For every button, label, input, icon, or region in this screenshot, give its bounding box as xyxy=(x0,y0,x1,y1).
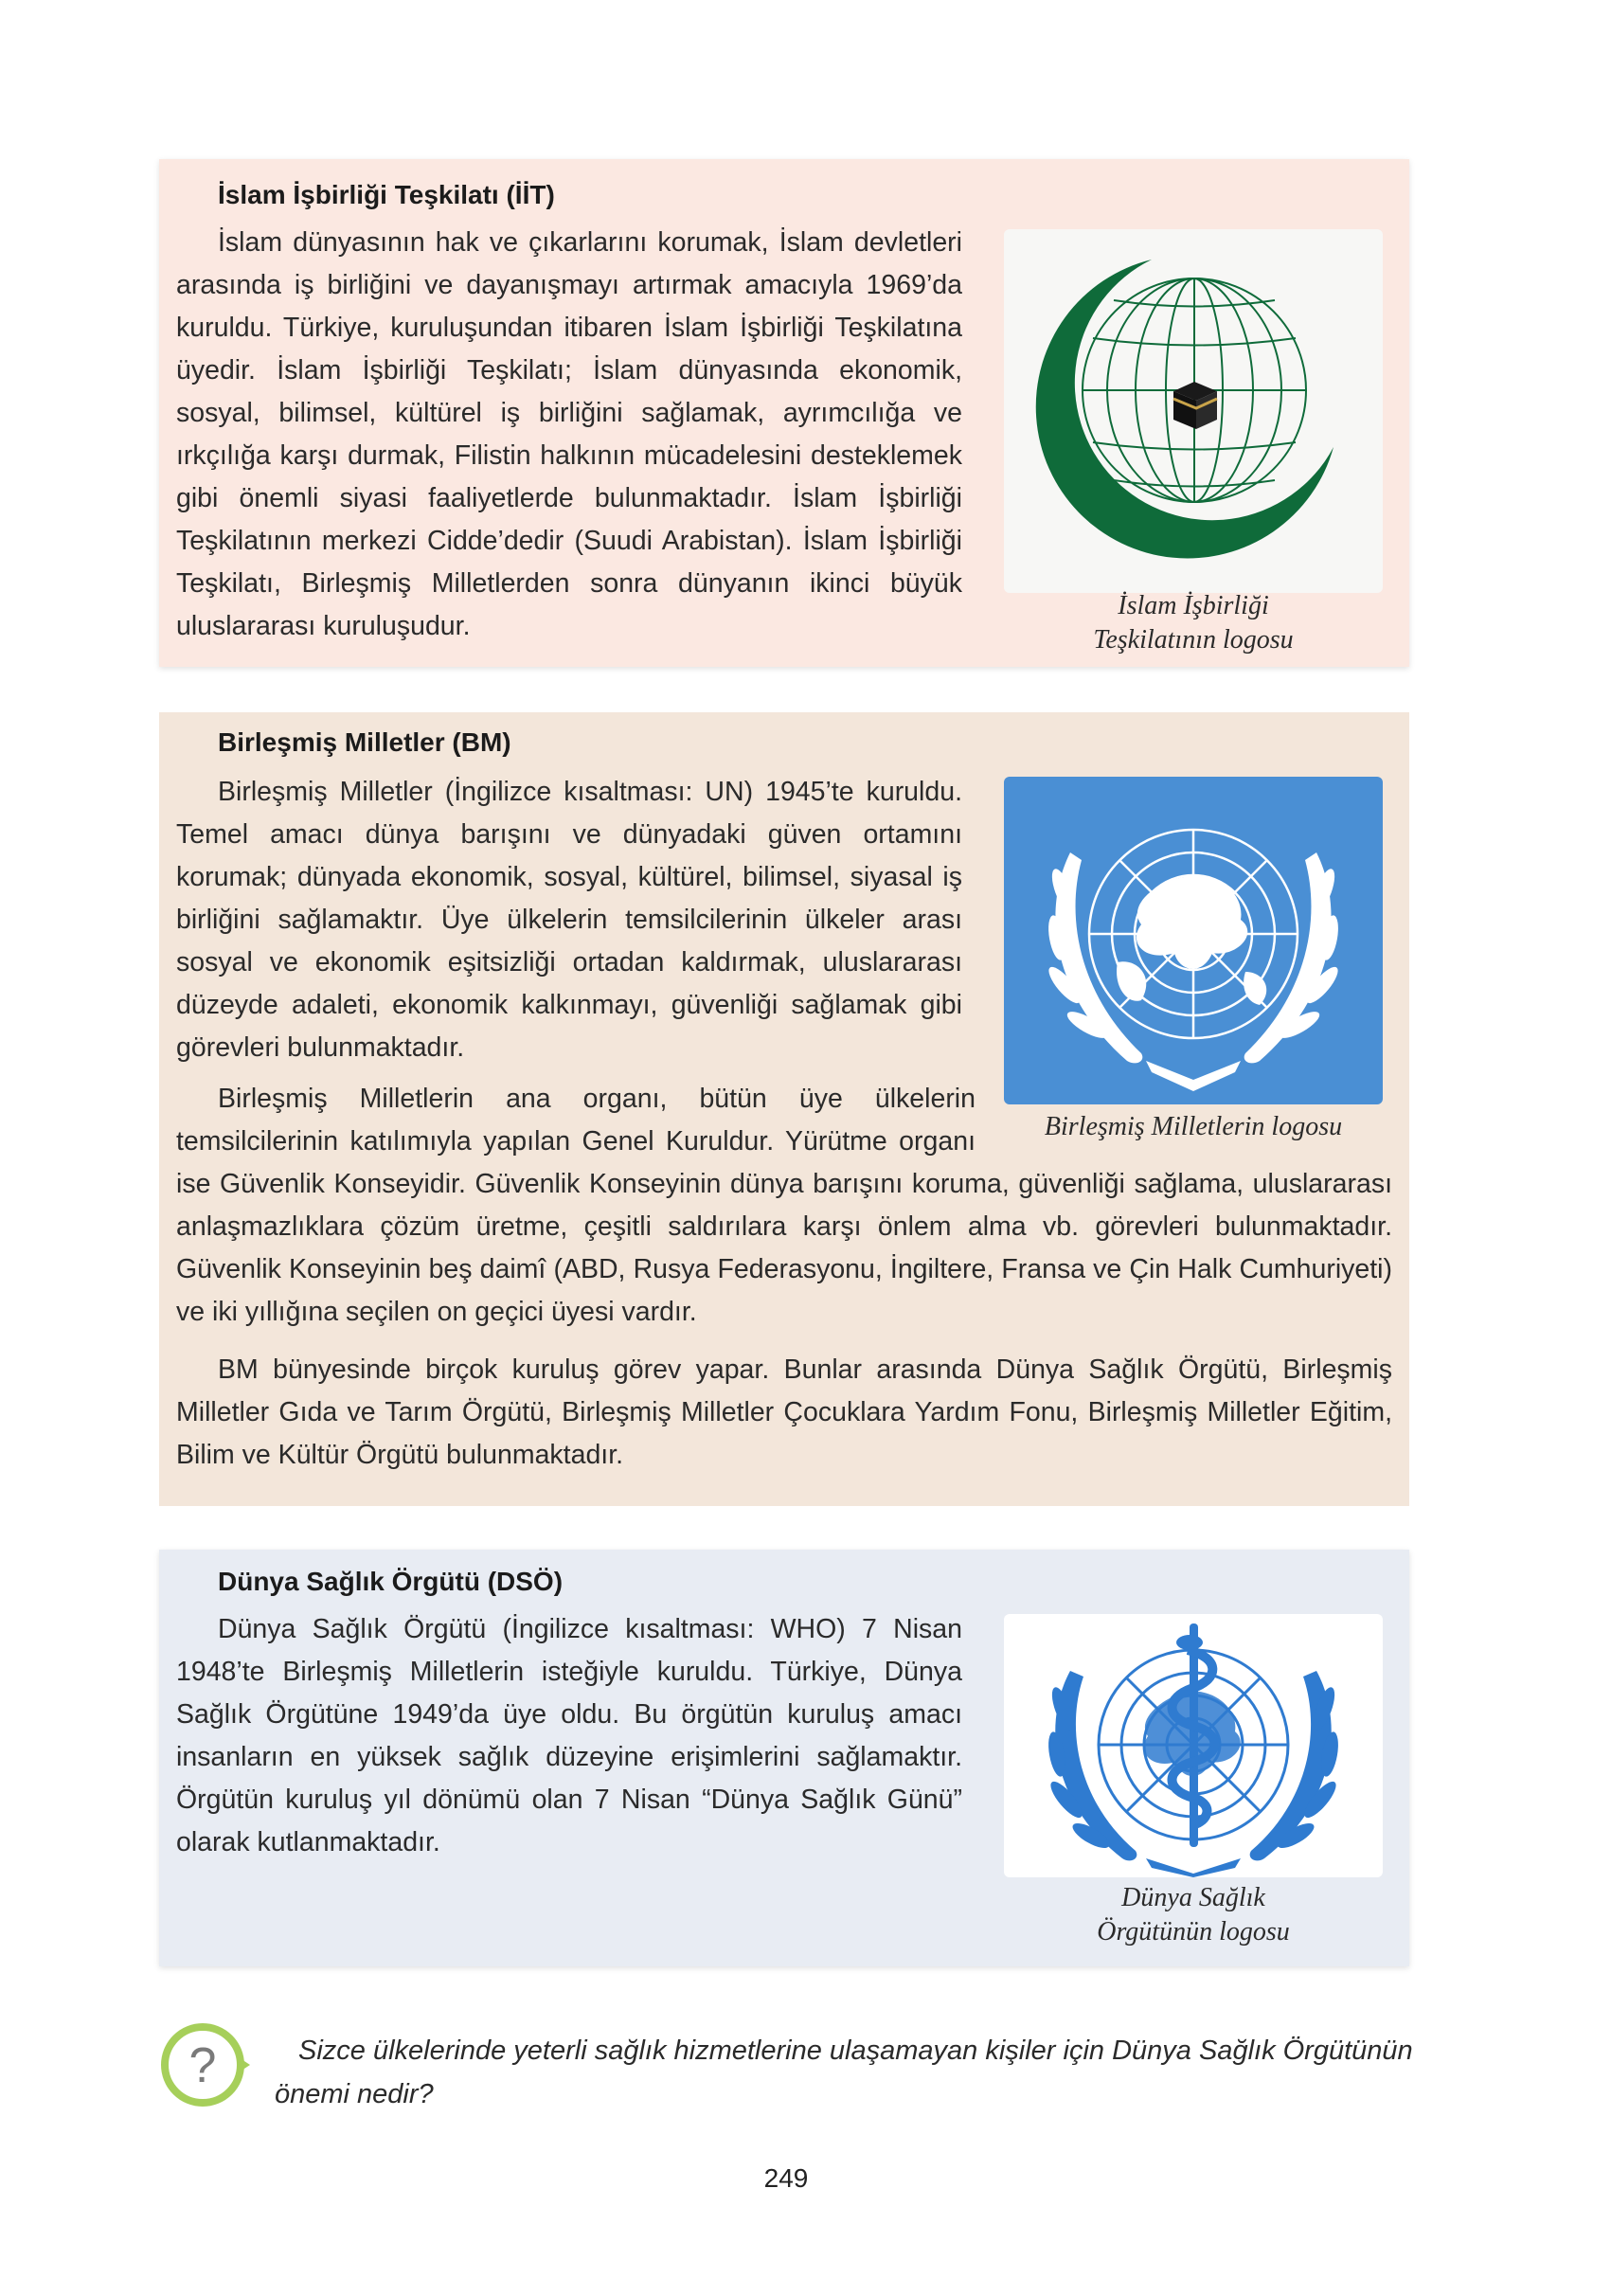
section-title-oic: İslam İşbirliği Teşkilatı (İİT) xyxy=(218,180,555,209)
question-mark-icon xyxy=(159,2019,250,2110)
paragraph: İslam dünyasının hak ve çıkarlarını korumak, İslam devletleri arasında iş birliğini ve dayanışmayı artırmak amacıyla 1969’da kuruldu. Türkiye, kuruluşundan itibaren İslam İşbirliği Teşkilatına üyedir. İslam İşbirliği Teşkilatı; İslam dünyasında ekonomik, sosyal, bilimsel, kültürel iş birliğini sağlamak, ayrımcılığa ve ırkçılığa karşı durmak, Filistin halkının mücadelesini desteklemek gibi önemli siyasi faaliyetlerde bulunmaktadır. İslam İşbirliği Teşkilatının merkezi Cidde’dedir (Suudi Arabistan). İslam İşbirliği Teşkilatı, Birleşmiş Milletlerden sonra dünyanın ikinci büyük uluslararası kuruluşudur. xyxy=(176,227,962,641)
paragraph: BM bünyesinde birçok kuruluş görev yapar. Bunlar arasında Dünya Sağlık Örgütü, Birleşmiş Milletler Gıda ve Tarım Örgütü, Birleşmiş Milletler Çocuklara Yardım Fonu, Birleşmiş Milletler Eğitim, Bilim ve Kültür Örgütü bulunmaktadır. xyxy=(176,1354,1392,1470)
paragraph: Dünya Sağlık Örgütü (İngilizce kısaltması: WHO) 7 Nisan 1948’te Birleşmiş Milletlerin isteğiyle kuruldu. Türkiye, Dünya Sağlık Örgütüne 1949’da üye oldu. Bu örgütün kuruluş amacı insanların en yüksek sağlık düzeyine erişimlerini sağlamaktır. Örgütün kuruluş yıl dönümü olan 7 Nisan “Dünya Sağlık Günü” olarak kutlanmaktadır. xyxy=(176,1614,962,1857)
oic-logo xyxy=(1004,229,1383,593)
paragraph: Birleşmiş Milletler (İngilizce kısaltması: UN) 1945’te kuruldu. Temel amacı dünya barışını ve dünyadaki güven ortamını korumak; dünyada ekonomik, sosyal, kültürel, bilimsel, siyasal iş birliğini sağlamaktır. Üye ülkelerin temsilcilerinin ülkeler arası sosyal ve ekonomik eşitsizliği ortadan kaldırmak, uluslararası düzeyde adaleti, ekonomik kalkınmayı, güvenliği sağlamak gibi görevleri bulunmaktadır. xyxy=(176,777,962,1063)
section-title-who: Dünya Sağlık Örgütü (DSÖ) xyxy=(218,1567,564,1596)
section-body-un-rest xyxy=(176,1078,1392,1477)
oic-logo-graphic xyxy=(1004,229,1383,593)
section-title-un: Birleşmiş Milletler (BM) xyxy=(218,727,511,757)
paragraph: Birleşmiş Milletlerin ana organı, bütün üye ülkelerin temsilcilerinin katılımıyla yapılan Genel Kuruldur. Yürütme organı ise Güvenlik Konseyidir. Güvenlik Konseyinin dünya barışını koruma, güvenliği sağlama, uluslararası anlaşmazlıklara çözüm üretme, çeşitli saldırılara karşı önlem alma vb. görevleri bulunmaktadır. Güvenlik Konseyinin beş daimî (ABD, Rusya Federasyonu, İngiltere, Fransa ve Çin Halk Cumhuriyeti) ve iki yıllığına seçilen on geçici üyesi vardır. xyxy=(176,1084,1392,1327)
who-logo xyxy=(1004,1614,1383,1877)
page-number: 249 xyxy=(763,2163,809,2193)
un-logo-graphic xyxy=(1004,777,1383,1104)
section-body-who xyxy=(176,1608,962,1864)
section-oic xyxy=(159,159,1409,667)
who-logo-graphic xyxy=(1004,1614,1383,1877)
section-body-un-1 xyxy=(176,771,962,1069)
section-body-oic xyxy=(176,222,962,648)
svg-text:?: ? xyxy=(188,2038,217,2093)
oic-logo-caption: İslam İşbirliği Teşkilatının logosu xyxy=(1093,591,1294,655)
section-who xyxy=(159,1550,1409,1966)
un-logo-caption: Birleşmiş Milletlerin logosu xyxy=(1044,1112,1343,1141)
un-logo xyxy=(1004,777,1383,1104)
who-logo-caption: Dünya Sağlık Örgütünün logosu xyxy=(1097,1883,1290,1946)
section-un xyxy=(159,712,1409,1506)
discussion-question: Sizce ülkelerinde yeterli sağlık hizmetlerine ulaşamayan kişiler için Dünya Sağlık Örgütünün önemi nedir? xyxy=(275,2036,1413,2109)
